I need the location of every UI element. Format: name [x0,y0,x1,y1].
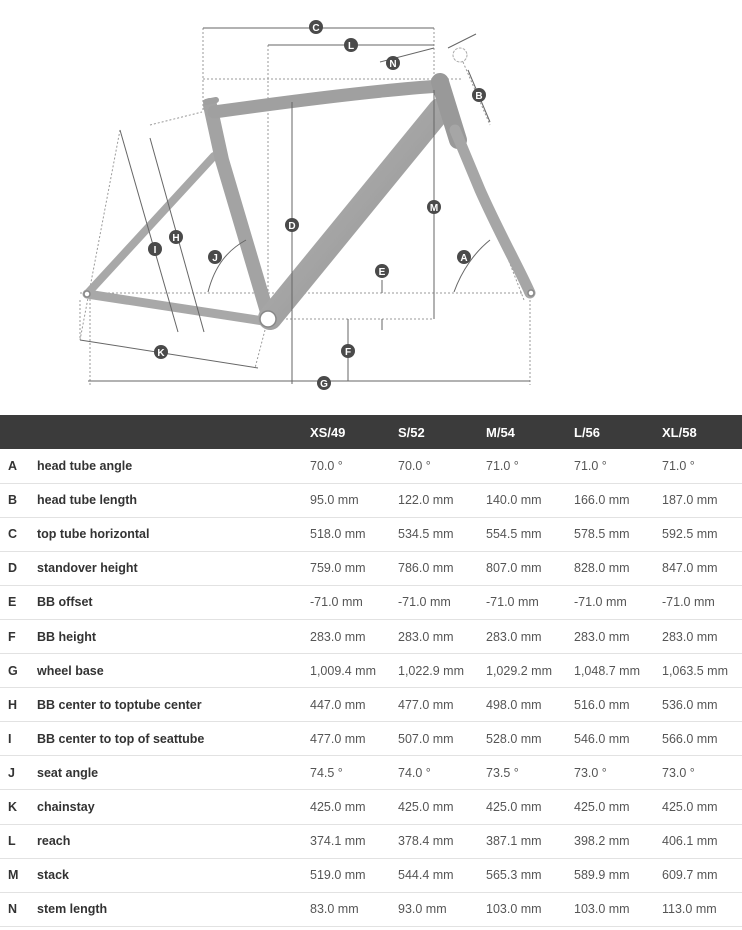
row-value: 425.0 mm [574,799,630,814]
row-value: 516.0 mm [574,697,630,712]
row-value: 83.0 mm [310,902,359,917]
row-value: 74.5 ° [310,765,343,780]
header-code [0,415,37,449]
table-row [0,824,742,858]
marker-b [472,88,486,102]
row-value: 1,009.4 mm [310,663,377,678]
table-row [0,688,742,722]
table-row [0,619,742,653]
row-value: 565.3 mm [486,868,542,883]
row-code: N [8,902,18,917]
row-value: 544.4 mm [398,868,454,883]
row-value: 828.0 mm [574,561,630,576]
row-value: 283.0 mm [574,629,630,644]
row-value: 447.0 mm [310,697,366,712]
svg-text:D: D [288,221,296,232]
row-value: 103.0 mm [486,902,542,917]
row-value: 1,048.7 mm [574,663,641,678]
marker-c [309,20,323,34]
header-label [37,415,310,449]
row-value: 387.1 mm [486,834,542,849]
row-label: reach [37,834,71,849]
table-row [0,654,742,688]
svg-text:B: B [475,91,483,102]
row-label: stack [37,868,69,883]
row-value: -71.0 mm [398,595,451,610]
row-code: K [8,799,18,814]
size-header: XS/49 [310,424,346,440]
row-value: 73.0 ° [662,765,695,780]
row-value: 71.0 ° [662,458,695,473]
marker-g [317,376,331,390]
row-code: M [8,868,19,883]
svg-text:G: G [320,379,328,390]
row-value: 425.0 mm [486,799,542,814]
row-label: stem length [37,902,108,917]
bike-frame [84,48,534,327]
row-value: 534.5 mm [398,527,454,542]
row-value: 103.0 mm [574,902,630,917]
row-value: 425.0 mm [398,799,454,814]
dimension-lines [80,28,530,384]
svg-text:N: N [389,59,397,70]
svg-text:F: F [344,347,352,358]
marker-j [208,250,222,264]
row-label: chainstay [37,799,95,814]
row-value: -71.0 mm [662,595,715,610]
row-code: F [8,629,16,644]
svg-text:E: E [378,267,386,278]
row-value: 374.1 mm [310,834,366,849]
marker-d [285,218,299,232]
geometry-table [0,415,742,927]
row-value: 378.4 mm [398,834,454,849]
table-row [0,517,742,551]
row-value: 1,029.2 mm [486,663,553,678]
row-value: 74.0 ° [398,765,431,780]
row-value: 546.0 mm [574,731,630,746]
marker-a [457,250,471,264]
table-row [0,585,742,619]
row-value: 759.0 mm [310,561,366,576]
table-row [0,892,742,926]
row-value: 95.0 mm [310,493,359,508]
size-header: M/54 [486,424,515,440]
row-value: 113.0 mm [662,902,717,917]
row-value: 518.0 mm [310,527,366,542]
row-value: 519.0 mm [310,868,366,883]
row-label: seat angle [37,765,99,780]
row-value: 589.9 mm [574,868,630,883]
row-value: 528.0 mm [486,731,542,746]
row-label: BB height [37,629,97,644]
marker-i [148,242,162,256]
row-value: 166.0 mm [574,493,630,508]
svg-text:K: K [157,348,165,359]
row-value: 847.0 mm [662,561,718,576]
table-row [0,756,742,790]
row-value: 1,022.9 mm [398,663,465,678]
row-code: L [8,834,16,849]
size-header: S/52 [398,424,425,440]
row-value: 477.0 mm [398,697,454,712]
table-row [0,483,742,517]
row-value: 71.0 ° [486,458,519,473]
row-label: head tube length [37,493,137,508]
row-value: 283.0 mm [398,629,454,644]
size-header: L/56 [574,424,601,440]
row-code: D [8,561,18,576]
table-header-row [0,415,742,449]
table-row [0,858,742,892]
row-value: -71.0 mm [310,595,363,610]
row-value: 93.0 mm [398,902,447,917]
row-value: 283.0 mm [662,629,718,644]
row-label: BB offset [37,595,93,610]
row-value: 425.0 mm [662,799,718,814]
row-value: 477.0 mm [310,731,366,746]
row-value: 498.0 mm [486,697,542,712]
row-code: J [8,765,15,780]
marker-l [344,38,358,52]
marker-f [341,344,355,358]
row-label: top tube horizontal [37,527,150,542]
svg-text:M: M [429,203,439,214]
row-value: -71.0 mm [574,595,627,610]
row-value: 122.0 mm [398,493,454,508]
table-row [0,551,742,585]
row-value: 71.0 ° [574,458,607,473]
marker-e [375,264,389,278]
row-value: -71.0 mm [486,595,539,610]
row-value: 398.2 mm [574,834,630,849]
row-label: BB center to top of seattube [37,731,205,746]
svg-text:I: I [153,245,157,256]
marker-h [169,230,183,244]
row-value: 609.7 mm [662,868,718,883]
row-value: 406.1 mm [662,834,718,849]
svg-text:J: J [212,253,218,264]
row-label: BB center to toptube center [37,697,202,712]
row-value: 73.0 ° [574,765,607,780]
row-value: 70.0 ° [398,458,431,473]
row-value: 566.0 mm [662,731,718,746]
table-row [0,790,742,824]
row-value: 578.5 mm [574,527,630,542]
row-label: standover height [37,561,138,576]
marker-m [427,200,441,214]
row-code: B [8,493,18,508]
row-label: wheel base [37,663,104,678]
row-value: 70.0 ° [310,458,343,473]
row-value: 786.0 mm [398,561,454,576]
row-label: head tube angle [37,458,133,473]
row-value: 536.0 mm [662,697,718,712]
row-value: 140.0 mm [486,493,542,508]
row-code: I [8,731,12,746]
row-value: 73.5 ° [486,765,519,780]
frame-geometry-diagram [0,0,742,400]
row-value: 187.0 mm [662,493,718,508]
row-value: 807.0 mm [486,561,542,576]
svg-text:L: L [347,41,355,52]
svg-text:A: A [460,253,468,264]
row-code: E [8,595,17,610]
marker-n [386,56,400,70]
row-code: A [8,458,18,473]
row-value: 554.5 mm [486,527,542,542]
row-value: 1,063.5 mm [662,663,729,678]
row-code: C [8,527,18,542]
row-value: 283.0 mm [486,629,542,644]
svg-text:C: C [312,23,320,34]
size-header: XL/58 [662,424,697,440]
row-code: G [8,663,18,678]
table-row [0,449,742,483]
row-value: 425.0 mm [310,799,366,814]
table-row [0,722,742,756]
row-value: 507.0 mm [398,731,454,746]
row-code: H [8,697,18,712]
marker-k [154,345,168,359]
row-value: 592.5 mm [662,527,718,542]
construction-lines [80,28,532,385]
row-value: 283.0 mm [310,629,366,644]
svg-text:H: H [172,233,180,244]
